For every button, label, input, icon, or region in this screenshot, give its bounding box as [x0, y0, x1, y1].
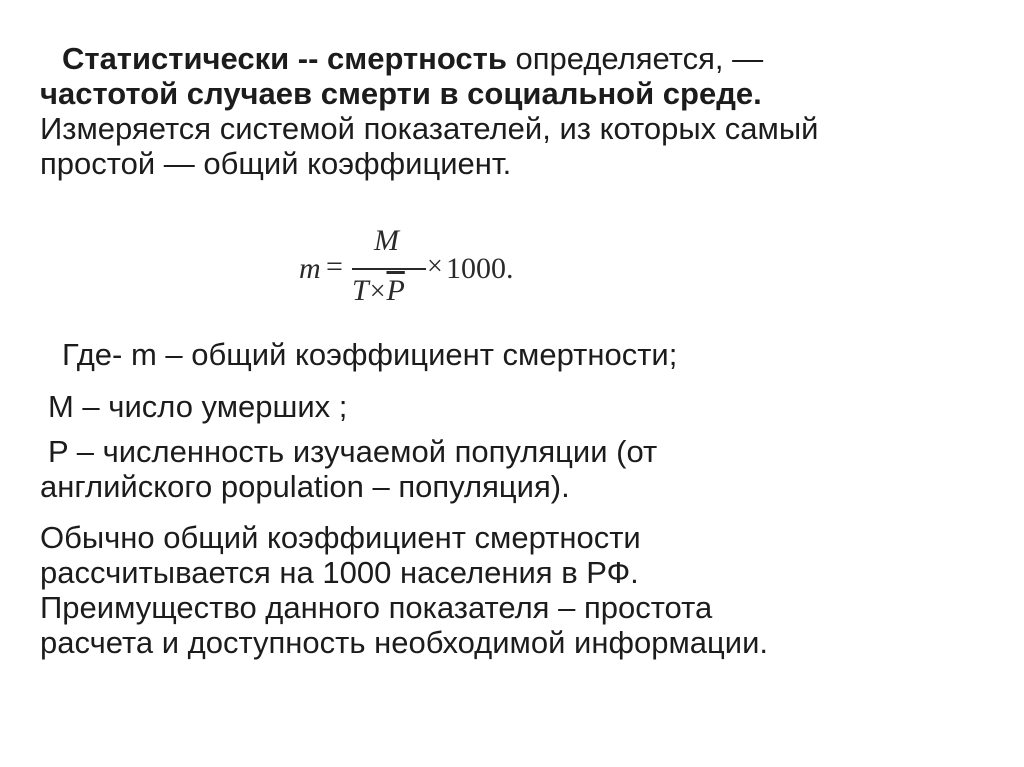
denominator-times: ×: [369, 276, 386, 307]
formula-multiplier: 1000.: [446, 252, 514, 285]
conclusion-paragraph: [40, 520, 970, 660]
intro-term-rest: определяется, —: [506, 41, 764, 76]
formula-denominator: [352, 274, 405, 308]
definition-m: Где- m – общий коэффициент смертности;: [62, 337, 678, 372]
formula-multiply-sign: ×: [427, 251, 443, 282]
intro-definition: [40, 76, 970, 111]
intro-line-3: Измеряется системой показателей, из которых самый: [40, 111, 819, 146]
conclusion-line-4: расчета и доступность необходимой информации.: [40, 625, 769, 660]
fraction-bar: [352, 268, 426, 270]
denominator-p-bar: $\overline{P}$: [386, 274, 405, 307]
definition-M: M – число умерших ;: [48, 389, 348, 424]
intro-line-4: простой — общий коэффициент.: [40, 146, 512, 181]
mortality-formula: [296, 224, 556, 320]
definition-P-line-1: P – численность изучаемой популяции (от: [48, 434, 658, 469]
conclusion-line-1: Обычно общий коэффициент смертности: [40, 520, 641, 555]
intro-line-1: [40, 41, 970, 76]
formula-lhs: m: [299, 252, 321, 285]
intro-definition-bold: частотой случаев смерти в социальной среде.: [40, 76, 762, 111]
conclusion-line-3: Преимущество данного показателя – простота: [40, 590, 713, 625]
definition-P-line-2: английского population – популяция).: [40, 469, 570, 504]
intro-paragraph: [40, 41, 970, 181]
conclusion-line-2: рассчитывается на 1000 населения в РФ.: [40, 555, 639, 590]
denominator-t: T: [352, 274, 369, 307]
intro-term-bold: Статистически -- смертность: [62, 41, 507, 76]
formula-equals: =: [326, 250, 343, 283]
formula-numerator: M: [374, 224, 399, 257]
definition-P: [40, 434, 970, 504]
